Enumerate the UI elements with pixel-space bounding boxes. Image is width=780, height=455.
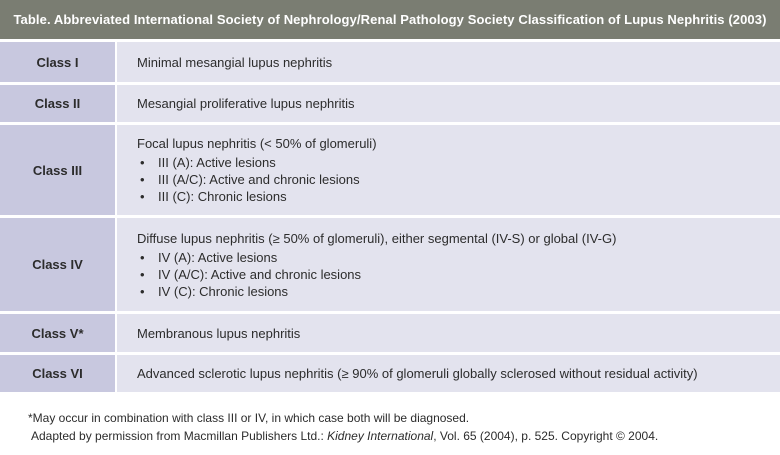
attribution-prefix: Adapted by permission from Macmillan Publishers Ltd.: (31, 429, 328, 443)
table-row-class-ii (0, 85, 780, 122)
class-description-cell (117, 42, 780, 82)
bullet-icon: • (140, 189, 145, 204)
subclass-list (137, 249, 780, 300)
bullet-icon: • (140, 283, 145, 299)
class-description: Advanced sclerotic lupus nephritis (≥ 90% of glomeruli globally sclerosed without residual activity) (137, 366, 698, 381)
bullet-icon: • (140, 155, 145, 170)
class-label: Class IV (0, 218, 117, 311)
class-label: Class V* (0, 314, 117, 352)
table-title: Table. Abbreviated International Society of Nephrology/Renal Pathology Society Classification of Lupus Nephritis (2003) (0, 0, 780, 39)
attribution-suffix: , Vol. 65 (2004), p. 525. Copyright © 2004. (433, 429, 659, 443)
list-item (137, 154, 780, 171)
list-item (137, 266, 780, 283)
list-item (137, 283, 780, 300)
table-row-class-iv (0, 218, 780, 311)
bullet-icon: • (140, 249, 145, 265)
table-footnote (0, 392, 780, 455)
subclass-text: III (C): Chronic lesions (158, 189, 287, 204)
class-description-cell (117, 85, 780, 122)
table-row-class-v (0, 314, 780, 352)
bullet-icon: • (140, 266, 145, 282)
class-description-cell (117, 218, 780, 311)
table-row-class-vi (0, 355, 780, 392)
asterisk-footnote: *May occur in combination with class III or IV, in which case both will be diagnosed. (28, 411, 470, 425)
subclass-text: III (A/C): Active and chronic lesions (158, 172, 360, 187)
subclass-text: III (A): Active lesions (158, 155, 276, 170)
class-label: Class II (0, 85, 117, 122)
table-row-class-iii (0, 125, 780, 215)
class-description: Minimal mesangial lupus nephritis (137, 54, 333, 70)
class-description: Focal lupus nephritis (< 50% of glomeruli) (137, 136, 377, 151)
class-description: Diffuse lupus nephritis (≥ 50% of glomeruli), either segmental (IV-S) or global (IV-G) (137, 230, 617, 246)
class-label: Class I (0, 42, 117, 82)
list-item (137, 188, 780, 205)
subclass-text: IV (C): Chronic lesions (158, 283, 289, 299)
subclass-text: IV (A/C): Active and chronic lesions (158, 266, 362, 282)
class-description-cell (117, 125, 780, 215)
class-description: Mesangial proliferative lupus nephritis (137, 96, 355, 111)
journal-name: Kidney International (327, 429, 434, 443)
attribution-line (31, 429, 658, 443)
subclass-text: IV (A): Active lesions (158, 249, 278, 265)
subclass-list (137, 154, 780, 205)
list-item (137, 249, 780, 266)
class-description-cell (117, 355, 780, 392)
bullet-icon: • (140, 172, 145, 187)
list-item (137, 171, 780, 188)
class-label: Class III (0, 125, 117, 215)
class-description: Membranous lupus nephritis (137, 325, 301, 341)
class-label: Class VI (0, 355, 117, 392)
class-description-cell (117, 314, 780, 352)
table-row-class-i (0, 39, 780, 82)
